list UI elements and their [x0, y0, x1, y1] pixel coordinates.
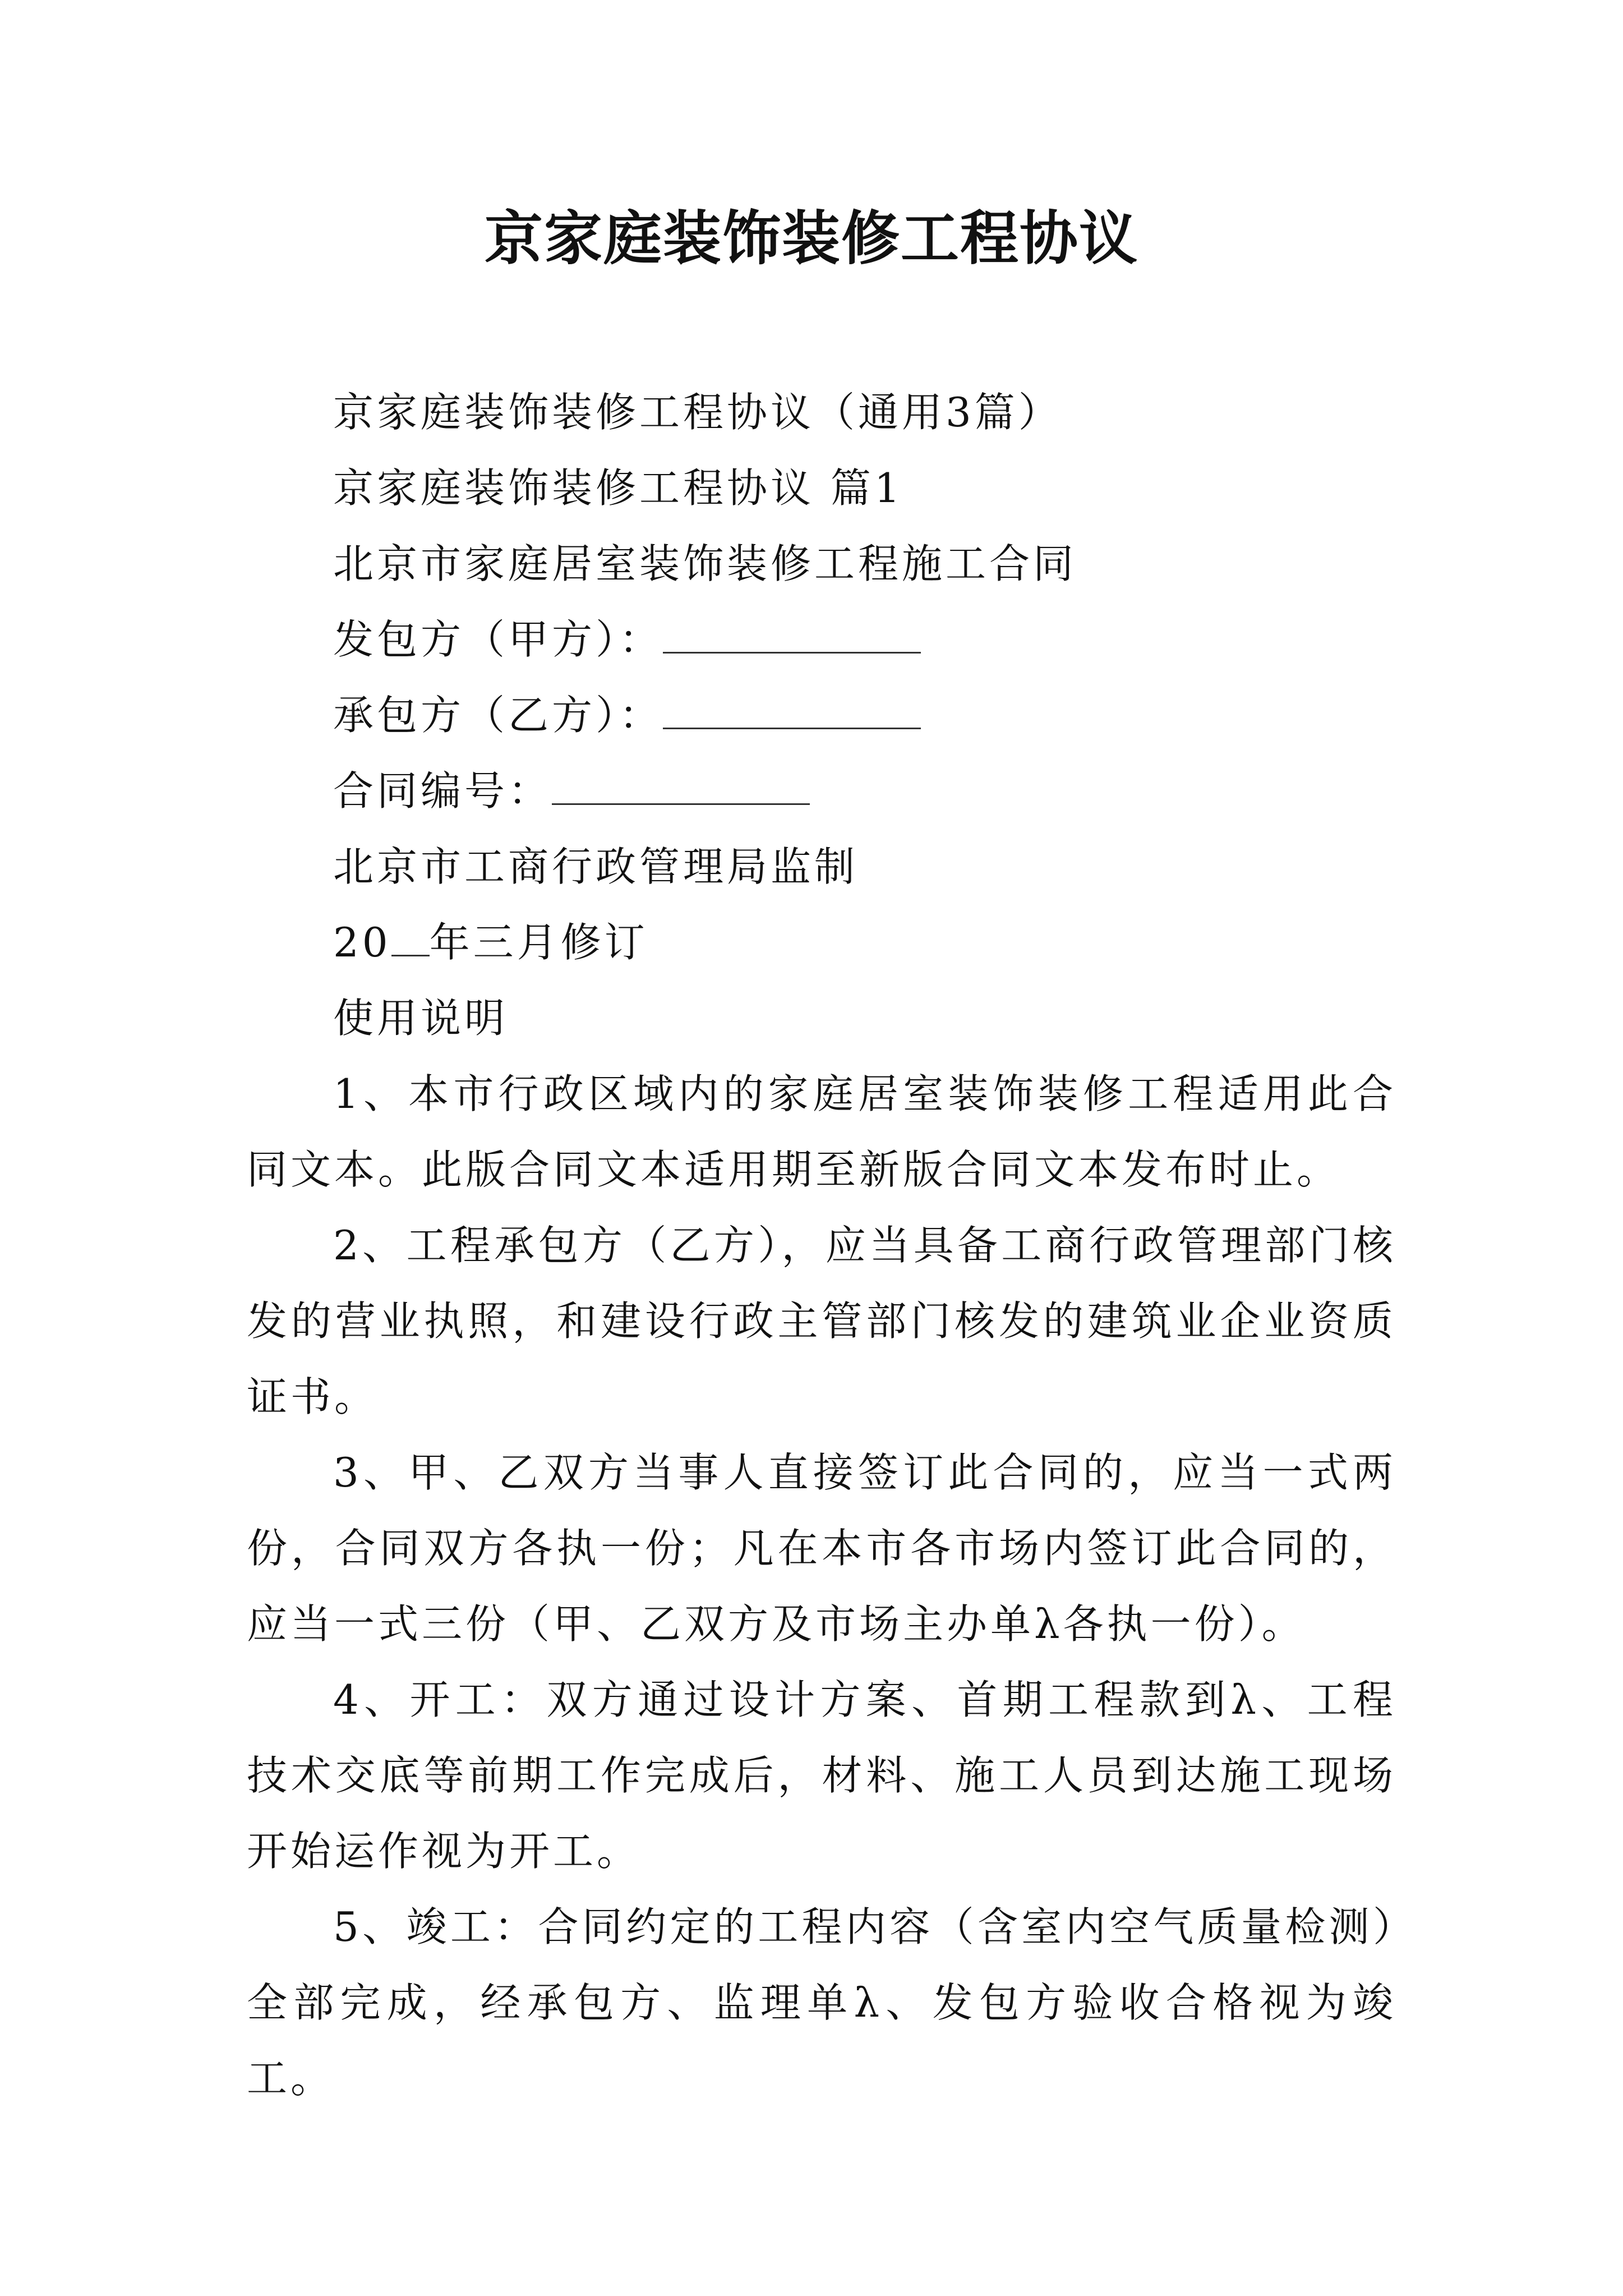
party-a-blank — [663, 618, 921, 654]
party-a-label: 发包方（甲方）： — [333, 616, 663, 663]
chapter-heading: 京家庭装饰装修工程协议 篇1 — [333, 464, 903, 512]
document-body — [247, 375, 1396, 2116]
supervisor-line: 北京市工商行政管理局监制 — [333, 843, 859, 890]
revision-prefix: 20 — [333, 919, 391, 966]
revision-suffix: 年三月修订 — [429, 919, 648, 966]
usage-paragraph-2: 2、工程承包方（乙方），应当具备工商行政管理部门核发的营业执照，和建设行政主管部门核发的建筑业企业资质证书。 — [247, 1222, 1396, 1420]
usage-paragraph-5: 5、竣工：合同约定的工程内容（含室内空气质量检测）全部完成，经承包方、监理单λ、发包方验收合格视为竣工。 — [247, 1903, 1396, 2102]
contract-number-label: 合同编号： — [333, 767, 552, 815]
usage-paragraph-3: 3、甲、乙双方当事人直接签订此合同的，应当一式两份，合同双方各执一份；凡在本市各市场内签订此合同的，应当一式三份（甲、乙双方及市场主办单λ各执一份）。 — [247, 1449, 1396, 1648]
revision-year-blank — [391, 921, 430, 956]
party-b-blank — [663, 694, 921, 729]
subtitle-line: 京家庭装饰装修工程协议（通用3篇） — [333, 389, 1062, 436]
contract-number-line — [247, 753, 1396, 829]
party-b-label: 承包方（乙方）： — [333, 692, 663, 739]
party-a-line — [247, 602, 1396, 678]
usage-paragraph-1: 1、本市行政区域内的家庭居室装饰装修工程适用此合同文本。此版合同文本适用期至新版合同文本发布时止。 — [247, 1070, 1396, 1193]
contract-number-blank — [552, 770, 810, 805]
contract-name: 北京市家庭居室装饰装修工程施工合同 — [333, 540, 1077, 587]
party-b-line — [247, 678, 1396, 753]
revision-line — [247, 905, 1396, 981]
usage-paragraph-4: 4、开工：双方通过设计方案、首期工程款到λ、工程技术交底等前期工作完成后，材料、施工人员到达施工现场开始运作视为开工。 — [247, 1676, 1396, 1875]
usage-heading: 使用说明 — [333, 995, 509, 1042]
document-title: 京家庭装饰装修工程协议 — [484, 204, 1138, 273]
